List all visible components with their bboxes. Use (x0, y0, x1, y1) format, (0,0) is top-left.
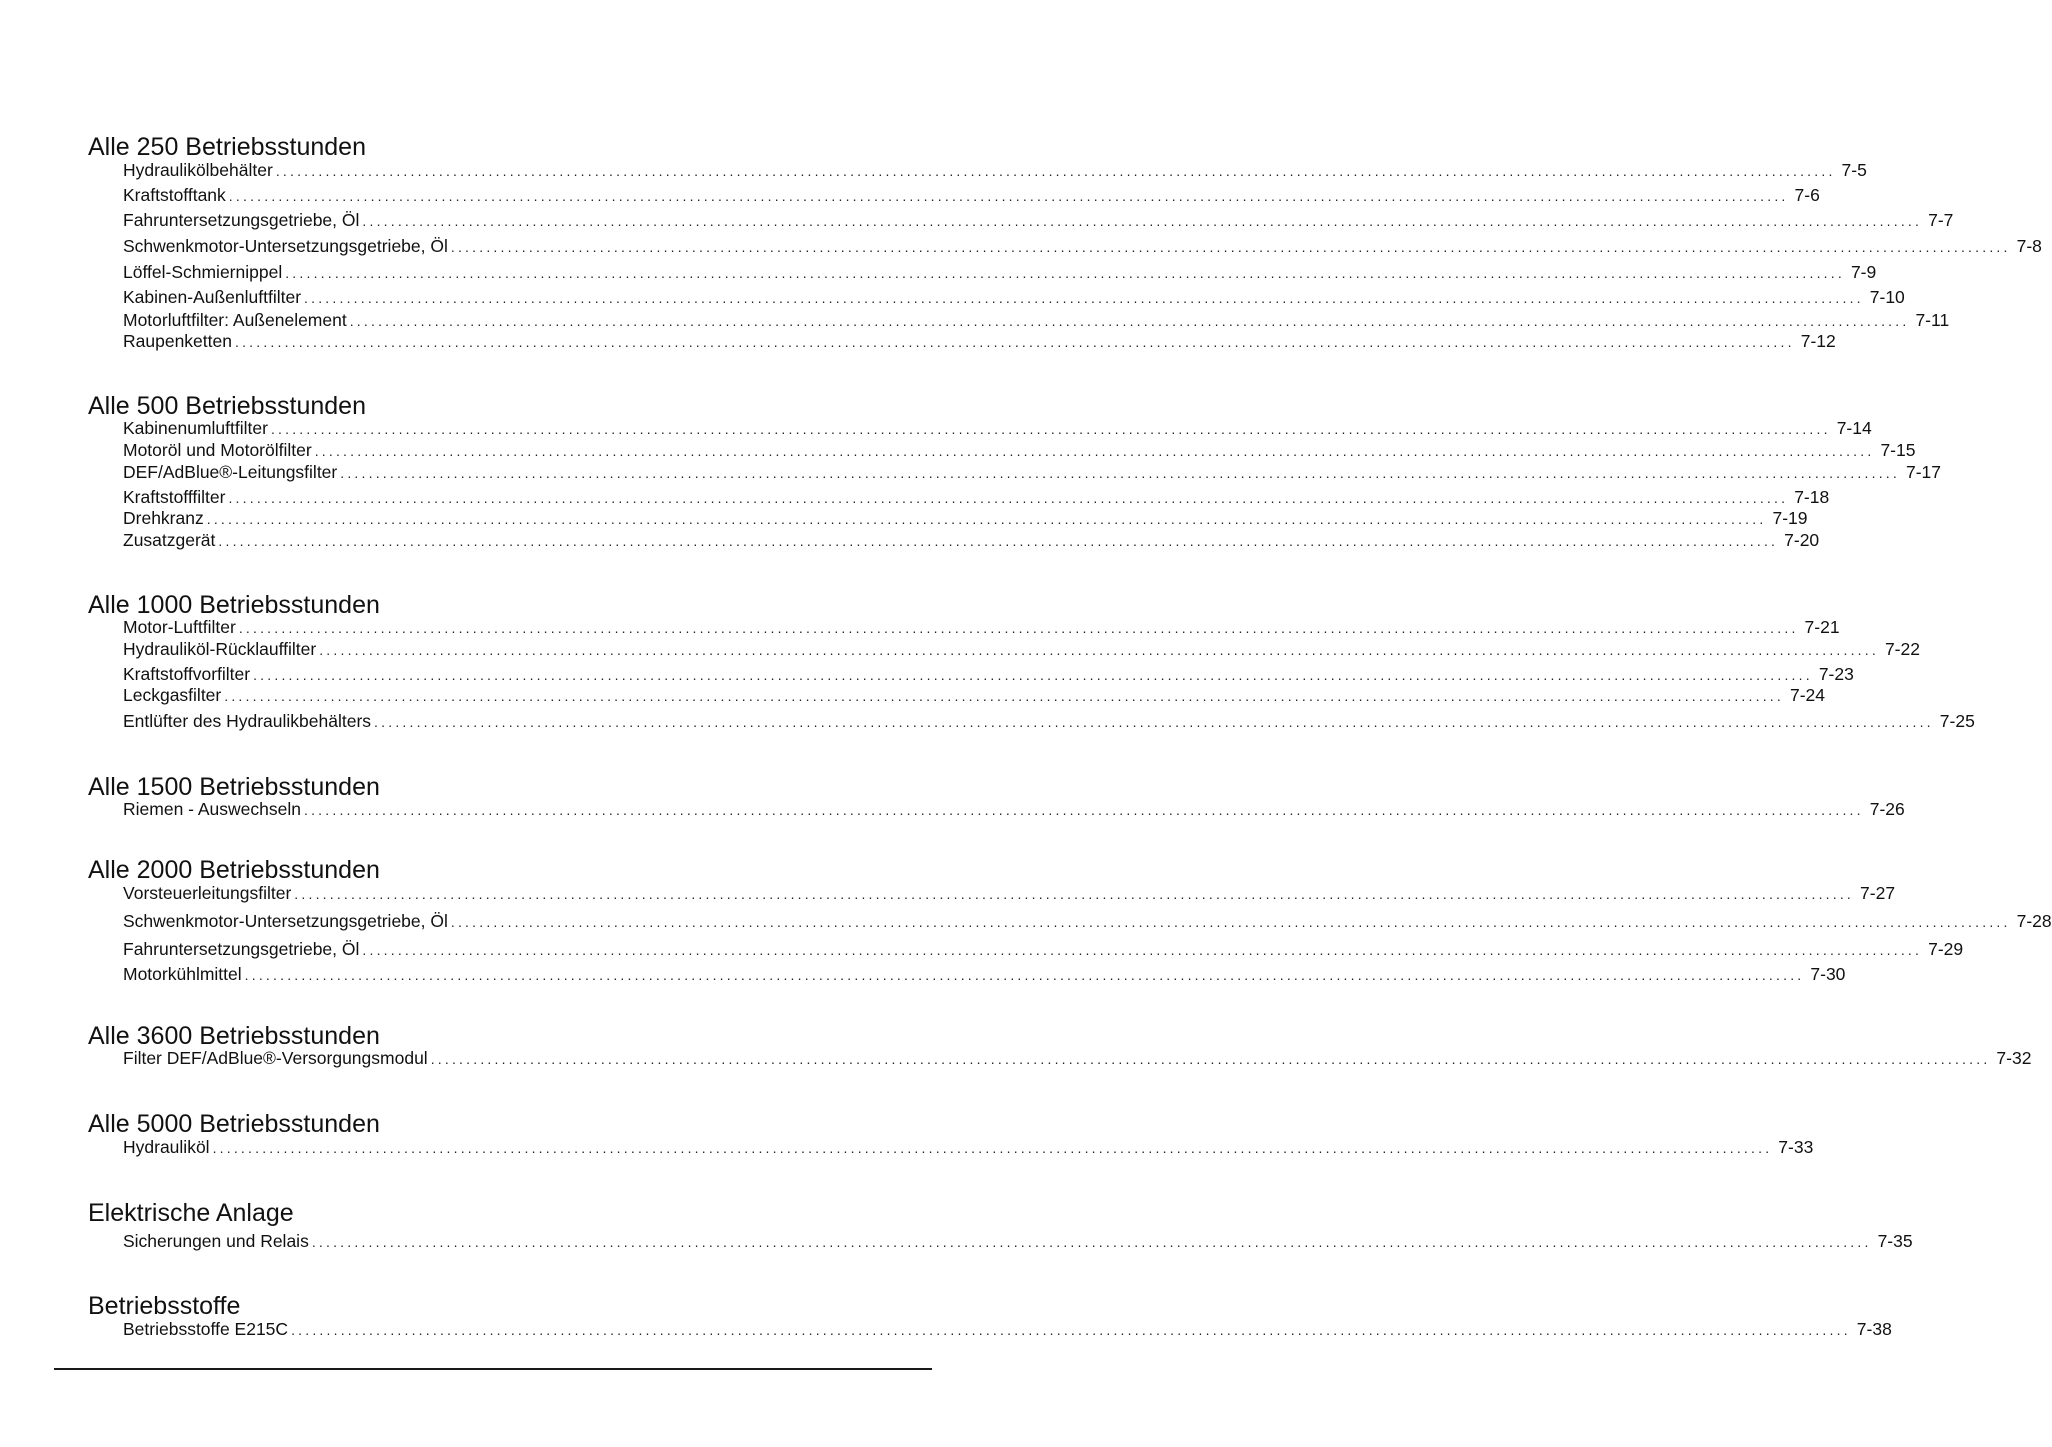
section-heading: Alle 250 Betriebsstunden (88, 133, 366, 161)
toc-entry-page-number: 7-6 (1794, 185, 1820, 205)
toc-entry-label: Motoröl und Motorölfilter (123, 440, 312, 460)
dot-leader: ............................................................................................................................................................................................................................ (304, 802, 1864, 818)
toc-entry-page-number: 7-23 (1818, 664, 1854, 684)
toc-entry-label: Raupenketten (123, 331, 232, 351)
dot-leader: ............................................................................................................................................................................................................................ (294, 886, 1855, 902)
dot-leader: ............................................................................................................................................................................................................................ (224, 688, 1784, 704)
section-heading: Alle 5000 Betriebsstunden (88, 1110, 380, 1138)
toc-entry-label: Kraftstofffilter (123, 487, 226, 507)
toc-entry-page-number: 7-17 (1905, 462, 1942, 482)
toc-entry[interactable] (123, 1048, 2032, 1068)
toc-entry[interactable] (123, 883, 1896, 903)
toc-entry-page-number: 7-18 (1794, 487, 1830, 507)
toc-entry-label: Löffel-Schmiernippel (123, 262, 283, 282)
section-heading: Betriebsstoffe (88, 1292, 241, 1320)
toc-entry-label: Drehkranz (123, 508, 204, 528)
toc-entry[interactable] (123, 964, 1846, 984)
toc-entry-label: Riemen - Auswechseln (123, 799, 301, 819)
toc-entry-label: Kraftstoffvorfilter (123, 664, 251, 684)
toc-entry-label: Schwenkmotor-Untersetzungsgetriebe, Öl (123, 236, 448, 256)
toc-entry[interactable] (123, 530, 1820, 550)
toc-entry[interactable] (123, 685, 1826, 705)
toc-entry-page-number: 7-33 (1778, 1137, 1814, 1157)
toc-entry-page-number: 7-20 (1784, 530, 1820, 550)
toc-entry-label: Sicherungen und Relais (123, 1231, 309, 1251)
toc-entry-label: Fahruntersetzungsgetriebe, Öl (123, 210, 360, 230)
toc-entry[interactable] (123, 639, 1920, 659)
toc-entry-page-number: 7-9 (1850, 262, 1877, 282)
toc-entry-page-number: 7-35 (1877, 1231, 1913, 1251)
dot-leader: ............................................................................................................................................................................................................................ (218, 533, 1779, 549)
toc-entry-page-number: 7-32 (1996, 1048, 2032, 1068)
dot-leader: ............................................................................................................................................................................................................................ (291, 1322, 1851, 1338)
toc-entry-page-number: 7-19 (1772, 508, 1808, 528)
footer-divider (54, 1368, 932, 1370)
toc-entry[interactable] (123, 664, 1854, 684)
toc-entry-label: Fahruntersetzungsgetriebe, Öl (123, 939, 360, 959)
toc-entry-label: Betriebsstoffe E215C (123, 1319, 289, 1339)
toc-entry-label: Motorkühlmittel (123, 964, 242, 984)
toc-entry-page-number: 7-30 (1810, 964, 1846, 984)
dot-leader: ............................................................................................................................................................................................................................ (349, 313, 1910, 329)
toc-entry-label: Kabinenumluftfilter (123, 418, 268, 438)
dot-leader: ............................................................................................................................................................................................................................ (362, 213, 1923, 229)
dot-leader: ............................................................................................................................................................................................................................ (362, 942, 1923, 958)
toc-entry[interactable] (123, 331, 1836, 351)
toc-entry[interactable] (123, 262, 1877, 282)
toc-entry[interactable] (123, 440, 1916, 460)
toc-entry-page-number: 7-25 (1939, 711, 1975, 731)
toc-entry-label: Leckgasfilter (123, 685, 222, 705)
toc-entry-page-number: 7-27 (1860, 883, 1896, 903)
dot-leader: ............................................................................................................................................................................................................................ (228, 188, 1789, 204)
toc-entry-page-number: 7-38 (1856, 1319, 1892, 1339)
toc-entry[interactable] (123, 617, 1840, 637)
toc-entry-page-number: 7-29 (1928, 939, 1964, 959)
dot-leader: ............................................................................................................................................................................................................................ (314, 443, 1875, 459)
toc-entry[interactable] (123, 1137, 1814, 1157)
dot-leader: ............................................................................................................................................................................................................................ (234, 334, 1795, 350)
dot-leader: ............................................................................................................................................................................................................................ (206, 511, 1767, 527)
toc-entry[interactable] (123, 210, 1954, 230)
section-heading: Alle 1500 Betriebsstunden (88, 773, 380, 801)
dot-leader: ............................................................................................................................................................................................................................ (244, 967, 1805, 983)
toc-entry-label: Motorluftfilter: Außenelement (123, 310, 347, 330)
toc-entry-label: Vorsteuerleitungsfilter (123, 883, 292, 903)
toc-entry-label: Zusatzgerät (123, 530, 216, 550)
toc-entry-page-number: 7-28 (2016, 911, 2052, 931)
dot-leader: ............................................................................................................................................................................................................................ (275, 163, 1836, 179)
toc-entry-label: Kraftstofftank (123, 185, 226, 205)
section-heading: Elektrische Anlage (88, 1199, 294, 1227)
section-heading: Alle 500 Betriebsstunden (88, 392, 366, 420)
toc-entry-label: Hydrauliköl-Rücklauffilter (123, 639, 317, 659)
toc-entry-label: Hydrauliköl (123, 1137, 210, 1157)
dot-leader: ............................................................................................................................................................................................................................ (238, 620, 1799, 636)
toc-entry-label: Filter DEF/AdBlue®-Versorgungsmodul (123, 1048, 428, 1068)
toc-entry-label: Motor-Luftfilter (123, 617, 236, 637)
toc-entry[interactable] (123, 711, 1975, 731)
toc-entry[interactable] (123, 236, 2042, 256)
dot-leader: ............................................................................................................................................................................................................................ (340, 465, 1900, 481)
toc-entry-page-number: 7-24 (1789, 685, 1826, 705)
toc-entry-label: DEF/AdBlue®-Leitungsfilter (123, 462, 338, 482)
toc-entry-label: Schwenkmotor-Untersetzungsgetriebe, Öl (123, 911, 448, 931)
dot-leader: ............................................................................................................................................................................................................................ (319, 642, 1879, 658)
toc-entry-page-number: 7-15 (1880, 440, 1916, 460)
toc-entry-page-number: 7-11 (1915, 310, 1950, 330)
dot-leader: ............................................................................................................................................................................................................................ (450, 914, 2011, 930)
toc-entry-label: Hydraulikölbehälter (123, 160, 273, 180)
dot-leader: ............................................................................................................................................................................................................................ (228, 490, 1789, 506)
toc-entry[interactable] (123, 160, 1867, 180)
toc-entry[interactable] (123, 487, 1830, 507)
toc-entry[interactable] (123, 310, 1950, 330)
toc-entry-page-number: 7-12 (1800, 331, 1836, 351)
toc-entry[interactable] (123, 287, 1905, 307)
toc-entry[interactable] (123, 418, 1872, 438)
section-heading: Alle 3600 Betriebsstunden (88, 1022, 380, 1050)
toc-entry[interactable] (123, 1231, 1913, 1251)
dot-leader: ............................................................................................................................................................................................................................ (374, 714, 1934, 730)
dot-leader: ............................................................................................................................................................................................................................ (212, 1140, 1773, 1156)
section-heading: Alle 1000 Betriebsstunden (88, 591, 380, 619)
toc-entry-page-number: 7-8 (2016, 236, 2042, 256)
toc-entry-page-number: 7-10 (1869, 287, 1905, 307)
dot-leader: ............................................................................................................................................................................................................................ (311, 1234, 1872, 1250)
toc-entry[interactable] (123, 185, 1820, 205)
toc-entry-page-number: 7-26 (1869, 799, 1905, 819)
toc-entry[interactable] (123, 508, 1808, 528)
toc-entry-page-number: 7-5 (1841, 160, 1867, 180)
toc-entry-page-number: 7-7 (1928, 210, 1954, 230)
toc-entry-page-number: 7-22 (1884, 639, 1920, 659)
toc-entry[interactable] (123, 939, 1964, 959)
toc-entry[interactable] (123, 1319, 1892, 1339)
toc-entry-label: Kabinen-Außenluftfilter (123, 287, 302, 307)
toc-entry[interactable] (123, 911, 2052, 931)
toc-entry-label: Entlüfter des Hydraulikbehälters (123, 711, 372, 731)
toc-entry[interactable] (123, 462, 1942, 482)
toc-entry[interactable] (123, 799, 1905, 819)
dot-leader: ............................................................................................................................................................................................................................ (285, 265, 1845, 281)
dot-leader: ............................................................................................................................................................................................................................ (430, 1051, 1991, 1067)
dot-leader: ............................................................................................................................................................................................................................ (253, 667, 1813, 683)
dot-leader: ............................................................................................................................................................................................................................ (304, 290, 1864, 306)
dot-leader: ............................................................................................................................................................................................................................ (270, 421, 1831, 437)
dot-leader: ............................................................................................................................................................................................................................ (450, 239, 2011, 255)
toc-entry-page-number: 7-21 (1804, 617, 1840, 637)
toc-entry-page-number: 7-14 (1836, 418, 1872, 438)
section-heading: Alle 2000 Betriebsstunden (88, 856, 380, 884)
